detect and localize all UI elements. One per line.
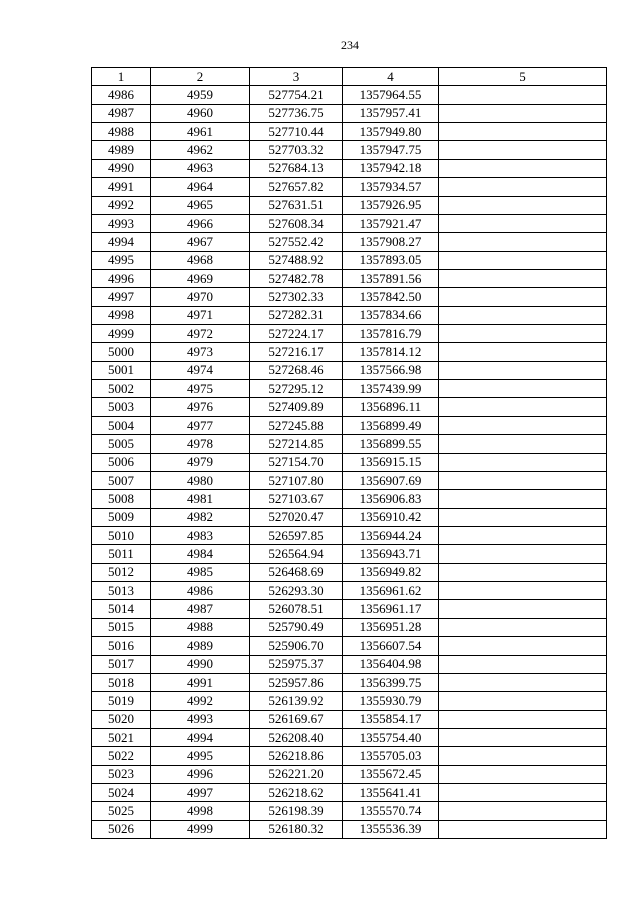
table-cell: 1357814.12 — [343, 343, 439, 361]
table-cell: 1357908.27 — [343, 233, 439, 251]
table-row — [92, 673, 607, 691]
table-row — [92, 692, 607, 710]
table-cell: 4963 — [151, 159, 250, 177]
table-cell — [439, 692, 607, 710]
table-cell: 4996 — [92, 269, 151, 287]
table-cell — [439, 710, 607, 728]
table-cell: 1357439.99 — [343, 380, 439, 398]
table-cell — [439, 582, 607, 600]
table-cell: 1357949.80 — [343, 123, 439, 141]
table-cell — [439, 86, 607, 104]
table-cell: 4992 — [92, 196, 151, 214]
table-cell: 526169.67 — [250, 710, 343, 728]
table-cell — [439, 178, 607, 196]
table-cell: 1356906.83 — [343, 490, 439, 508]
table-cell: 525790.49 — [250, 618, 343, 636]
table-cell: 4998 — [151, 802, 250, 820]
table-cell: 5024 — [92, 784, 151, 802]
table-cell: 1357834.66 — [343, 306, 439, 324]
table-cell — [439, 361, 607, 379]
table-cell: 1356404.98 — [343, 655, 439, 673]
table-cell: 4998 — [92, 306, 151, 324]
table-cell: 1357816.79 — [343, 325, 439, 343]
coordinates-table — [91, 67, 607, 839]
table-cell: 527409.89 — [250, 398, 343, 416]
table-cell: 4990 — [151, 655, 250, 673]
table-cell: 4995 — [92, 251, 151, 269]
table-cell — [439, 269, 607, 287]
table-cell: 1357926.95 — [343, 196, 439, 214]
table-cell: 527754.21 — [250, 86, 343, 104]
table-cell: 4999 — [151, 820, 250, 838]
table-row — [92, 618, 607, 636]
table-row — [92, 233, 607, 251]
table-row — [92, 159, 607, 177]
table-row — [92, 361, 607, 379]
table-row — [92, 214, 607, 232]
table-cell: 525957.86 — [250, 673, 343, 691]
table-cell — [439, 526, 607, 544]
table-cell: 527103.67 — [250, 490, 343, 508]
table-cell: 526078.51 — [250, 600, 343, 618]
table-row — [92, 784, 607, 802]
table-cell: 4994 — [151, 728, 250, 746]
table-row — [92, 123, 607, 141]
table-cell — [439, 104, 607, 122]
table-cell: 5018 — [92, 673, 151, 691]
table-row — [92, 288, 607, 306]
table-cell — [439, 306, 607, 324]
table-cell: 4972 — [151, 325, 250, 343]
table-cell: 5000 — [92, 343, 151, 361]
table-row — [92, 545, 607, 563]
table-cell: 1357947.75 — [343, 141, 439, 159]
table-cell: 4987 — [92, 104, 151, 122]
table-cell: 527710.44 — [250, 123, 343, 141]
table-row — [92, 490, 607, 508]
table-cell: 4960 — [151, 104, 250, 122]
table-row — [92, 471, 607, 489]
table-cell — [439, 380, 607, 398]
table-cell: 1356951.28 — [343, 618, 439, 636]
table-row — [92, 508, 607, 526]
table-cell: 4988 — [92, 123, 151, 141]
table-cell: 526293.30 — [250, 582, 343, 600]
table-cell: 525906.70 — [250, 637, 343, 655]
table-cell — [439, 288, 607, 306]
table-row — [92, 325, 607, 343]
table-cell: 1355754.40 — [343, 728, 439, 746]
table-cell: 4999 — [92, 325, 151, 343]
table-row — [92, 747, 607, 765]
table-row — [92, 526, 607, 544]
table-cell: 4969 — [151, 269, 250, 287]
table-cell: 527214.85 — [250, 435, 343, 453]
table-cell: 1357566.98 — [343, 361, 439, 379]
column-header: 3 — [250, 68, 343, 86]
table-cell: 1357921.47 — [343, 214, 439, 232]
table-cell — [439, 600, 607, 618]
table-cell: 5001 — [92, 361, 151, 379]
table-cell: 1356907.69 — [343, 471, 439, 489]
table-cell: 1356899.49 — [343, 416, 439, 434]
column-header: 2 — [151, 68, 250, 86]
table-cell: 527552.42 — [250, 233, 343, 251]
table-cell: 5021 — [92, 728, 151, 746]
table-cell — [439, 490, 607, 508]
table-cell: 527224.17 — [250, 325, 343, 343]
table-row — [92, 655, 607, 673]
table-cell: 526180.32 — [250, 820, 343, 838]
table-cell: 4983 — [151, 526, 250, 544]
table-cell: 4959 — [151, 86, 250, 104]
table-cell: 526139.92 — [250, 692, 343, 710]
table-cell: 5025 — [92, 802, 151, 820]
table-row — [92, 563, 607, 581]
table-cell: 527020.47 — [250, 508, 343, 526]
table-cell — [439, 453, 607, 471]
table-row — [92, 398, 607, 416]
table-cell: 4985 — [151, 563, 250, 581]
table-cell: 4990 — [92, 159, 151, 177]
table-cell: 4992 — [151, 692, 250, 710]
table-cell — [439, 251, 607, 269]
table-cell: 527107.80 — [250, 471, 343, 489]
table-cell — [439, 196, 607, 214]
table-cell: 1357957.41 — [343, 104, 439, 122]
table-cell: 5016 — [92, 637, 151, 655]
table-cell: 5002 — [92, 380, 151, 398]
table-row — [92, 765, 607, 783]
table-cell: 1356949.82 — [343, 563, 439, 581]
table-cell: 1355641.41 — [343, 784, 439, 802]
table-row — [92, 600, 607, 618]
table-row — [92, 306, 607, 324]
table-cell: 1357893.05 — [343, 251, 439, 269]
table-cell: 5008 — [92, 490, 151, 508]
table-cell: 1356899.55 — [343, 435, 439, 453]
table-cell: 4965 — [151, 196, 250, 214]
table-cell: 527608.34 — [250, 214, 343, 232]
table-cell: 526468.69 — [250, 563, 343, 581]
table-body — [92, 86, 607, 839]
table-cell: 526218.62 — [250, 784, 343, 802]
table-row — [92, 104, 607, 122]
table-cell: 4980 — [151, 471, 250, 489]
table-cell — [439, 233, 607, 251]
table-row — [92, 453, 607, 471]
table-cell: 4996 — [151, 765, 250, 783]
table-cell: 527282.31 — [250, 306, 343, 324]
table-cell: 4986 — [151, 582, 250, 600]
table-cell: 1356961.62 — [343, 582, 439, 600]
table-cell — [439, 563, 607, 581]
table-cell — [439, 471, 607, 489]
table-cell: 1355570.74 — [343, 802, 439, 820]
table-cell — [439, 159, 607, 177]
table-cell — [439, 141, 607, 159]
table-cell — [439, 214, 607, 232]
table-cell: 4979 — [151, 453, 250, 471]
table-row — [92, 416, 607, 434]
table-cell — [439, 784, 607, 802]
table-cell: 1356910.42 — [343, 508, 439, 526]
table-cell — [439, 820, 607, 838]
table-row — [92, 343, 607, 361]
table-cell: 1355705.03 — [343, 747, 439, 765]
table-cell: 4989 — [151, 637, 250, 655]
table-cell: 1356607.54 — [343, 637, 439, 655]
table-cell: 527245.88 — [250, 416, 343, 434]
table-row — [92, 141, 607, 159]
table-cell: 527295.12 — [250, 380, 343, 398]
table-cell: 4995 — [151, 747, 250, 765]
table-cell: 5007 — [92, 471, 151, 489]
table-row — [92, 802, 607, 820]
table-cell: 1356915.15 — [343, 453, 439, 471]
table-cell: 1357942.18 — [343, 159, 439, 177]
table-cell: 527216.17 — [250, 343, 343, 361]
table-cell — [439, 747, 607, 765]
table-row — [92, 728, 607, 746]
table-cell: 4961 — [151, 123, 250, 141]
table-cell: 1355854.17 — [343, 710, 439, 728]
table-cell: 526564.94 — [250, 545, 343, 563]
table-row — [92, 269, 607, 287]
table-cell: 4994 — [92, 233, 151, 251]
column-header: 5 — [439, 68, 607, 86]
table-cell: 1356943.71 — [343, 545, 439, 563]
table-cell: 5006 — [92, 453, 151, 471]
table-cell: 4974 — [151, 361, 250, 379]
column-header: 1 — [92, 68, 151, 86]
table-cell: 527302.33 — [250, 288, 343, 306]
table-row — [92, 196, 607, 214]
table-cell: 5009 — [92, 508, 151, 526]
table-cell — [439, 123, 607, 141]
table-cell — [439, 508, 607, 526]
table-cell: 526597.85 — [250, 526, 343, 544]
table-cell: 5022 — [92, 747, 151, 765]
table-cell — [439, 637, 607, 655]
table-cell: 1357891.56 — [343, 269, 439, 287]
table-cell: 4975 — [151, 380, 250, 398]
table-cell: 5011 — [92, 545, 151, 563]
table-cell: 527657.82 — [250, 178, 343, 196]
table-cell: 527482.78 — [250, 269, 343, 287]
table-cell: 5005 — [92, 435, 151, 453]
table-row — [92, 820, 607, 838]
table-cell: 5014 — [92, 600, 151, 618]
table-row — [92, 178, 607, 196]
table-cell: 4997 — [151, 784, 250, 802]
table-cell: 4997 — [92, 288, 151, 306]
table-cell: 4971 — [151, 306, 250, 324]
table-cell: 4968 — [151, 251, 250, 269]
table-row — [92, 380, 607, 398]
table-cell: 527154.70 — [250, 453, 343, 471]
table-cell: 4987 — [151, 600, 250, 618]
table-header-row — [92, 68, 607, 86]
table-cell — [439, 673, 607, 691]
table-cell: 1356399.75 — [343, 673, 439, 691]
table-cell: 526198.39 — [250, 802, 343, 820]
table-row — [92, 86, 607, 104]
table-cell: 526221.20 — [250, 765, 343, 783]
table-cell: 527736.75 — [250, 104, 343, 122]
table-cell: 5004 — [92, 416, 151, 434]
page-number: 234 — [341, 38, 359, 52]
table-cell: 4986 — [92, 86, 151, 104]
table-row — [92, 251, 607, 269]
table-cell: 4991 — [151, 673, 250, 691]
table-cell: 4982 — [151, 508, 250, 526]
table-cell: 5020 — [92, 710, 151, 728]
table-cell: 4967 — [151, 233, 250, 251]
table-cell: 1356961.17 — [343, 600, 439, 618]
table-row — [92, 582, 607, 600]
table-cell — [439, 655, 607, 673]
table-cell: 527703.32 — [250, 141, 343, 159]
table-cell: 526208.40 — [250, 728, 343, 746]
table-cell: 4962 — [151, 141, 250, 159]
table-cell: 5015 — [92, 618, 151, 636]
table-cell — [439, 728, 607, 746]
table-cell: 4964 — [151, 178, 250, 196]
table-cell — [439, 343, 607, 361]
table-cell: 525975.37 — [250, 655, 343, 673]
table-cell: 4984 — [151, 545, 250, 563]
table-cell — [439, 398, 607, 416]
table-cell: 1355930.79 — [343, 692, 439, 710]
table-cell: 4977 — [151, 416, 250, 434]
table-cell: 527631.51 — [250, 196, 343, 214]
table-cell: 4988 — [151, 618, 250, 636]
table-cell: 4991 — [92, 178, 151, 196]
table-cell: 1357842.50 — [343, 288, 439, 306]
table-cell: 5013 — [92, 582, 151, 600]
table-cell: 1355672.45 — [343, 765, 439, 783]
table-cell: 4993 — [92, 214, 151, 232]
table-cell: 1355536.39 — [343, 820, 439, 838]
table-row — [92, 710, 607, 728]
table-cell: 5023 — [92, 765, 151, 783]
table-cell: 1357964.55 — [343, 86, 439, 104]
table-cell — [439, 765, 607, 783]
table-cell: 4993 — [151, 710, 250, 728]
table-cell: 1356896.11 — [343, 398, 439, 416]
table-cell — [439, 325, 607, 343]
table-cell: 4966 — [151, 214, 250, 232]
table-cell: 4970 — [151, 288, 250, 306]
table-cell: 5017 — [92, 655, 151, 673]
table-cell: 4981 — [151, 490, 250, 508]
table-cell: 4978 — [151, 435, 250, 453]
table-cell: 5003 — [92, 398, 151, 416]
table-cell: 4973 — [151, 343, 250, 361]
table-cell: 5010 — [92, 526, 151, 544]
table-cell: 5026 — [92, 820, 151, 838]
table-cell: 527268.46 — [250, 361, 343, 379]
table-row — [92, 637, 607, 655]
table-cell: 4976 — [151, 398, 250, 416]
table-cell: 1356944.24 — [343, 526, 439, 544]
table-cell — [439, 416, 607, 434]
table-cell: 527488.92 — [250, 251, 343, 269]
table-cell — [439, 435, 607, 453]
table-cell: 4989 — [92, 141, 151, 159]
table-cell: 1357934.57 — [343, 178, 439, 196]
table-cell: 527684.13 — [250, 159, 343, 177]
table-row — [92, 435, 607, 453]
table-cell — [439, 618, 607, 636]
table-cell: 5012 — [92, 563, 151, 581]
table-cell — [439, 545, 607, 563]
table-cell — [439, 802, 607, 820]
column-header: 4 — [343, 68, 439, 86]
table-cell: 526218.86 — [250, 747, 343, 765]
table-cell: 5019 — [92, 692, 151, 710]
